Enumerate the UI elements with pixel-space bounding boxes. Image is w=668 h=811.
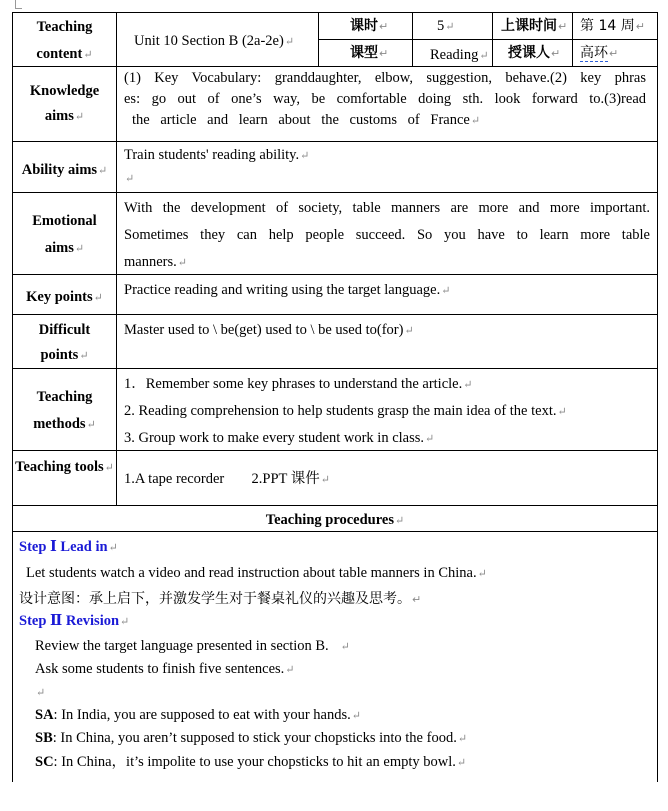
class-time-value: 第 14 周↵	[580, 18, 645, 34]
teaching-content-value: Unit 10 Section B (2a-2e)↵	[134, 33, 295, 49]
sentence-sb: SB: In China, you aren’t supposed to stick your chopsticks into the food.↵	[35, 730, 468, 746]
method-item-3: 3. Group work to make every student work in class.↵	[124, 430, 435, 446]
sentence-sc: SC: In China，it’s impolite to use your chopsticks to hit an empty bowl.↵	[35, 754, 467, 770]
step1-title: Step Ⅰ Lead in↵	[19, 539, 118, 555]
step2-line-2: Ask some students to finish five sentences.↵	[35, 661, 295, 677]
method-item-2: 2. Reading comprehension to help students grasp the main idea of the text.↵	[124, 403, 567, 419]
class-time-label: 上课时间↵	[501, 18, 568, 34]
step2-title: Step Ⅱ Revision↵	[19, 613, 130, 629]
tools-text: 1.A tape recorder 2.PPT 课件↵	[124, 471, 330, 487]
step1-design: 设计意图：承上启下，并激发学生对于餐桌礼仪的兴趣及思考。↵	[19, 591, 422, 607]
emotional-line-1: With the development of society, table manners are more and more important.	[124, 200, 650, 216]
key-points-label: Key points↵	[26, 289, 103, 305]
method-item-1: 1．Remember some key phrases to understand the article.↵	[124, 376, 473, 392]
knowledge-line-3: the article and learn about the customs of France↵	[132, 112, 481, 128]
key-points-text: Practice reading and writing using the target language.↵	[124, 282, 451, 298]
page-corner-mark	[15, 0, 22, 9]
period-label: 课时↵	[350, 18, 389, 34]
emotional-aims-label: Emotional aims↵	[32, 213, 97, 256]
difficult-points-text: Master used to \ be(get) used to \ be used to(for)↵	[124, 322, 414, 338]
teaching-methods-label: Teaching methods↵	[33, 389, 96, 432]
step2-line-1: Review the target language presented in section B. ↵	[35, 638, 350, 654]
difficult-points-label: Difficult points↵	[38, 322, 91, 364]
teacher-label: 授课人↵	[508, 45, 561, 61]
teaching-content-label: Teaching content↵	[36, 19, 93, 62]
teaching-tools-label: Teaching tools↵	[15, 459, 114, 475]
knowledge-line-2: es: go out of one’s way, be comfortable doing sth. look forward to.(3)read	[124, 91, 646, 107]
emotional-line-3: manners.↵	[124, 254, 187, 270]
tool-item-2: 2.PPT 课件	[251, 471, 320, 487]
emotional-line-2: Sometimes they can help people succeed. So you have to learn more table	[124, 227, 650, 243]
sentence-sa: SA: In India, you are supposed to eat with your hands.↵	[35, 707, 361, 723]
ability-aims-blank-line: ↵	[125, 173, 135, 185]
ability-aims-text: Train students' reading ability.↵	[124, 147, 310, 163]
step2-blank-line: ↵	[36, 687, 46, 699]
procedures-heading: Teaching procedures↵	[265, 512, 405, 528]
step1-text: Let students watch a video and read instruction about table manners in China.↵	[26, 565, 487, 581]
period-value: 5↵	[437, 18, 455, 34]
type-value: Reading↵	[430, 47, 489, 63]
teacher-value: 高环↵	[580, 45, 619, 61]
knowledge-line-1: (1) Key Vocabulary: granddaughter, elbow, suggestion, behave.(2) key phras	[124, 70, 646, 86]
ability-aims-label: Ability aims↵	[21, 162, 108, 178]
type-label: 课型↵	[350, 45, 389, 61]
knowledge-aims-label: Knowledge aims↵	[29, 83, 100, 125]
tool-item-1: 1.A tape recorder	[124, 471, 225, 487]
